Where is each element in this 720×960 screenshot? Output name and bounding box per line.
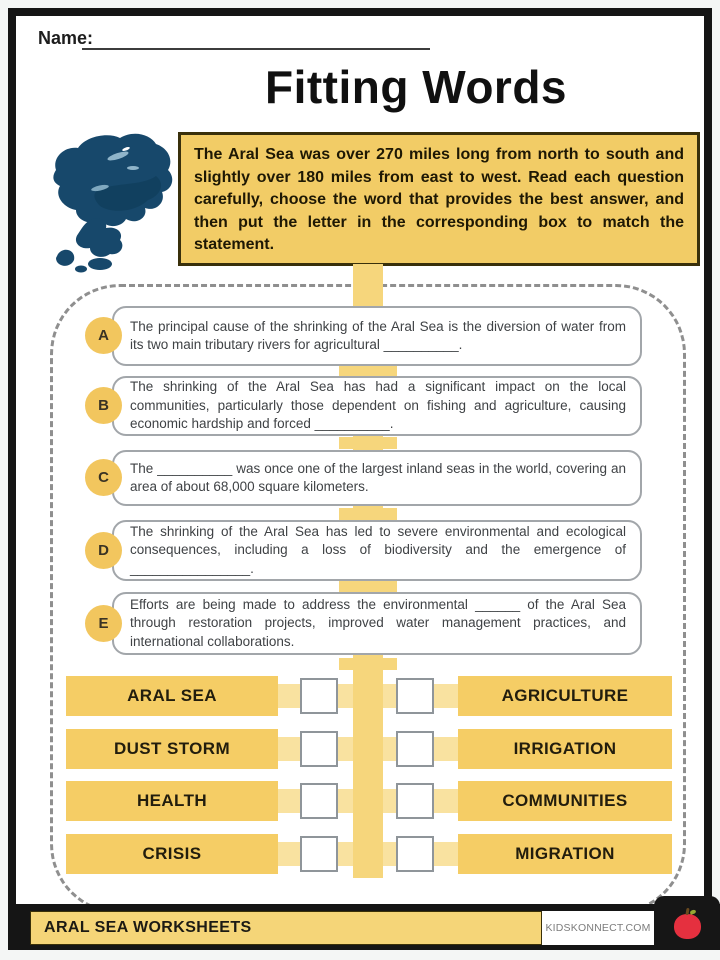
name-row: [38, 28, 93, 49]
kidskonnect-apple-logo-icon: [654, 896, 720, 950]
apple-icon: [674, 914, 701, 939]
aral-sea-map-icon: [38, 128, 188, 274]
question-text: The shrinking of the Aral Sea has had a significant impact on the local communities, particularly those dependent on fishing and agriculture, causing economic hardship and forced __________.: [130, 379, 626, 432]
band-stub: [339, 508, 397, 520]
instruction-text: The Aral Sea was over 270 miles long from north to south and slightly over 180 miles from east to west. Read each question carefully, choose the word that provides the best answer, and then put the letter in the corresponding box to match the statement.: [194, 146, 684, 253]
instruction-box: [178, 132, 700, 266]
question-letter-c: C: [85, 459, 122, 496]
question-text: The shrinking of the Aral Sea has led to severe environmental and ecological consequences, including a loss of biodiversity and the emergence of ________________.: [130, 523, 626, 576]
question-letter-b: B: [85, 387, 122, 424]
question-card-e: [112, 592, 642, 655]
band-stub: [339, 437, 397, 449]
band-stub: [339, 580, 397, 592]
question-text: The principal cause of the shrinking of the Aral Sea is the diversion of water from its two main tributary rivers for agricultural __________.: [130, 318, 626, 352]
word-health: HEALTH: [66, 781, 278, 821]
footer-site-label: KIDSKONNECT.COM: [545, 922, 651, 934]
aral-sea-map-svg: [38, 128, 188, 274]
question-text: The __________ was once one of the largest inland seas in the world, covering an area of about 68,000 square kilometers.: [130, 460, 626, 494]
question-letter-a: A: [85, 317, 122, 354]
word-irrigation: IRRIGATION: [458, 729, 672, 769]
answer-box-health[interactable]: [300, 783, 338, 819]
answer-box-crisis[interactable]: [300, 836, 338, 872]
word-migration: MIGRATION: [458, 834, 672, 874]
answer-box-migration[interactable]: [396, 836, 434, 872]
worksheet-page: [8, 8, 712, 950]
answer-box-agriculture[interactable]: [396, 678, 434, 714]
word-communities: COMMUNITIES: [458, 781, 672, 821]
page-title: Fitting Words: [264, 61, 568, 113]
word-aral-sea: ARAL SEA: [66, 676, 278, 716]
footer-site-area: [542, 911, 654, 945]
question-letter-d: D: [85, 532, 122, 569]
question-card-b: [112, 376, 642, 436]
answer-box-aral-sea[interactable]: [300, 678, 338, 714]
question-card-d: [112, 520, 642, 581]
answer-box-communities[interactable]: [396, 783, 434, 819]
word-dust-storm: DUST STORM: [66, 729, 278, 769]
word-crisis: CRISIS: [66, 834, 278, 874]
answer-box-irrigation[interactable]: [396, 731, 434, 767]
answer-box-dust-storm[interactable]: [300, 731, 338, 767]
question-card-a: [112, 306, 642, 366]
word-agriculture: AGRICULTURE: [458, 676, 672, 716]
name-label: Name:: [38, 28, 94, 48]
question-text: Efforts are being made to address the environmental ______ of the Aral Sea through restoration projects, improved water management practices, and international collaborations.: [130, 596, 626, 649]
band-stub: [339, 658, 397, 670]
name-input-line[interactable]: [82, 48, 430, 50]
question-card-c: [112, 450, 642, 506]
footer-bar: [16, 904, 720, 950]
question-letter-e: E: [85, 605, 122, 642]
footer-worksheet-title: ARAL SEA WORKSHEETS: [30, 911, 542, 945]
